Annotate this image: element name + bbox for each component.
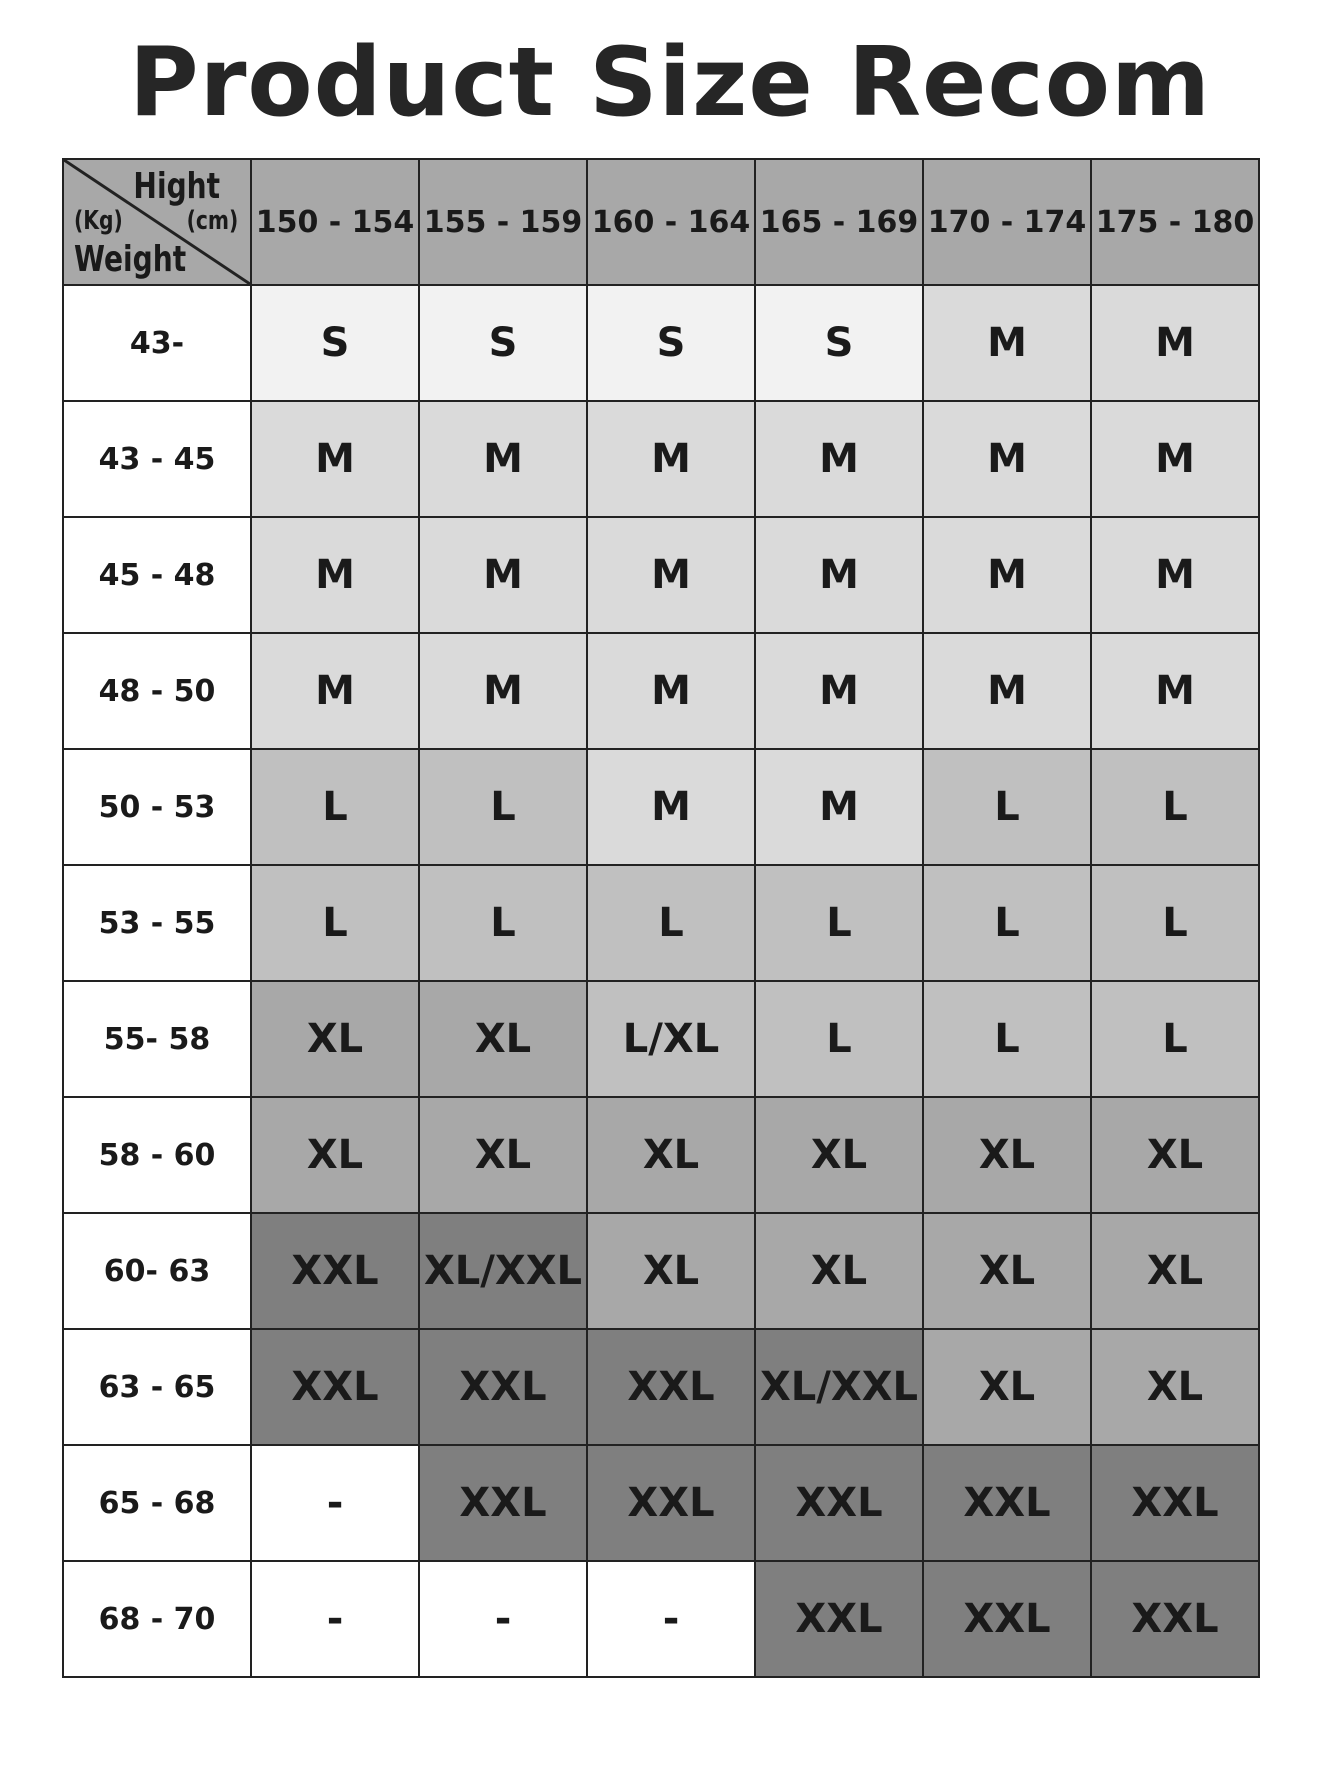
size-cell: L bbox=[1091, 865, 1259, 981]
table-row bbox=[63, 1445, 1259, 1561]
size-cell: M bbox=[923, 401, 1091, 517]
size-cell: L bbox=[923, 981, 1091, 1097]
size-cell: XL/XXL bbox=[755, 1329, 923, 1445]
height-header: 160 - 164 bbox=[587, 159, 755, 285]
size-cell: XL bbox=[923, 1329, 1091, 1445]
size-cell: M bbox=[419, 401, 587, 517]
height-header: 150 - 154 bbox=[251, 159, 419, 285]
size-cell: XXL bbox=[419, 1329, 587, 1445]
size-cell: XL bbox=[923, 1097, 1091, 1213]
weight-range-cell: 53 - 55 bbox=[63, 865, 251, 981]
size-cell: XL bbox=[587, 1097, 755, 1213]
size-cell: XXL bbox=[419, 1445, 587, 1561]
size-cell: M bbox=[1091, 517, 1259, 633]
size-cell: L bbox=[251, 865, 419, 981]
size-cell: - bbox=[251, 1445, 419, 1561]
weight-unit-label: (Kg) bbox=[74, 206, 123, 236]
size-cell: XXL bbox=[1091, 1445, 1259, 1561]
size-cell: XXL bbox=[251, 1213, 419, 1329]
weight-range-cell: 55- 58 bbox=[63, 981, 251, 1097]
size-cell: XL bbox=[1091, 1097, 1259, 1213]
size-cell: M bbox=[587, 633, 755, 749]
size-cell: XL bbox=[1091, 1213, 1259, 1329]
size-cell: M bbox=[1091, 285, 1259, 401]
height-header: 155 - 159 bbox=[419, 159, 587, 285]
size-chart-table bbox=[62, 158, 1260, 1678]
size-cell: S bbox=[587, 285, 755, 401]
size-cell: XL bbox=[587, 1213, 755, 1329]
table-row bbox=[63, 749, 1259, 865]
size-cell: M bbox=[1091, 633, 1259, 749]
table-row bbox=[63, 1213, 1259, 1329]
size-cell: L bbox=[251, 749, 419, 865]
height-header: 175 - 180 bbox=[1091, 159, 1259, 285]
size-cell: XL bbox=[251, 1097, 419, 1213]
weight-label: Weight bbox=[74, 239, 187, 280]
table-row bbox=[63, 1561, 1259, 1677]
weight-range-cell: 65 - 68 bbox=[63, 1445, 251, 1561]
size-cell: M bbox=[419, 517, 587, 633]
weight-range-cell: 58 - 60 bbox=[63, 1097, 251, 1213]
size-cell: XL bbox=[419, 981, 587, 1097]
size-cell: L bbox=[755, 981, 923, 1097]
weight-range-cell: 48 - 50 bbox=[63, 633, 251, 749]
table-row bbox=[63, 1097, 1259, 1213]
size-cell: M bbox=[755, 517, 923, 633]
size-cell: XL bbox=[419, 1097, 587, 1213]
height-label: Hight bbox=[133, 166, 220, 207]
weight-range-cell: 43 - 45 bbox=[63, 401, 251, 517]
size-cell: M bbox=[587, 517, 755, 633]
size-cell: XL bbox=[923, 1213, 1091, 1329]
size-cell: L bbox=[419, 865, 587, 981]
size-cell: L bbox=[923, 749, 1091, 865]
size-cell: M bbox=[755, 749, 923, 865]
size-cell: L bbox=[419, 749, 587, 865]
table-row bbox=[63, 865, 1259, 981]
size-cell: XXL bbox=[587, 1445, 755, 1561]
size-cell: M bbox=[755, 401, 923, 517]
height-header: 170 - 174 bbox=[923, 159, 1091, 285]
weight-range-cell: 63 - 65 bbox=[63, 1329, 251, 1445]
size-cell: M bbox=[251, 517, 419, 633]
size-cell: L bbox=[923, 865, 1091, 981]
table-row bbox=[63, 981, 1259, 1097]
size-cell: XXL bbox=[755, 1561, 923, 1677]
size-cell: XL bbox=[755, 1213, 923, 1329]
table-row bbox=[63, 633, 1259, 749]
size-cell: M bbox=[419, 633, 587, 749]
size-cell: M bbox=[755, 633, 923, 749]
table-row bbox=[63, 1329, 1259, 1445]
size-cell: M bbox=[923, 633, 1091, 749]
size-cell: M bbox=[1091, 401, 1259, 517]
size-cell: L bbox=[587, 865, 755, 981]
size-cell: XXL bbox=[923, 1445, 1091, 1561]
size-cell: XL bbox=[1091, 1329, 1259, 1445]
table-row bbox=[63, 285, 1259, 401]
table-row bbox=[63, 517, 1259, 633]
size-cell: - bbox=[251, 1561, 419, 1677]
height-header: 165 - 169 bbox=[755, 159, 923, 285]
size-cell: XXL bbox=[251, 1329, 419, 1445]
height-unit-label: (cm) bbox=[186, 206, 238, 236]
size-cell: XL bbox=[755, 1097, 923, 1213]
weight-range-cell: 68 - 70 bbox=[63, 1561, 251, 1677]
weight-range-cell: 45 - 48 bbox=[63, 517, 251, 633]
weight-range-cell: 50 - 53 bbox=[63, 749, 251, 865]
size-cell: - bbox=[419, 1561, 587, 1677]
corner-cell bbox=[63, 159, 251, 285]
size-cell: M bbox=[251, 633, 419, 749]
size-cell: XL bbox=[251, 981, 419, 1097]
size-cell: M bbox=[923, 285, 1091, 401]
size-cell: L bbox=[1091, 981, 1259, 1097]
size-cell: XXL bbox=[587, 1329, 755, 1445]
size-cell: S bbox=[251, 285, 419, 401]
size-cell: M bbox=[251, 401, 419, 517]
weight-range-cell: 60- 63 bbox=[63, 1213, 251, 1329]
size-cell: L bbox=[755, 865, 923, 981]
size-cell: S bbox=[755, 285, 923, 401]
page-title: Product Size Recom bbox=[128, 28, 1212, 138]
size-cell: L bbox=[1091, 749, 1259, 865]
size-cell: L/XL bbox=[587, 981, 755, 1097]
table-row bbox=[63, 401, 1259, 517]
size-cell: XL/XXL bbox=[419, 1213, 587, 1329]
weight-range-cell: 43- bbox=[63, 285, 251, 401]
size-cell: XXL bbox=[1091, 1561, 1259, 1677]
size-cell: - bbox=[587, 1561, 755, 1677]
size-cell: M bbox=[923, 517, 1091, 633]
size-cell: M bbox=[587, 749, 755, 865]
size-cell: M bbox=[587, 401, 755, 517]
header-row bbox=[63, 159, 1259, 285]
size-cell: XXL bbox=[755, 1445, 923, 1561]
size-cell: XXL bbox=[923, 1561, 1091, 1677]
size-cell: S bbox=[419, 285, 587, 401]
